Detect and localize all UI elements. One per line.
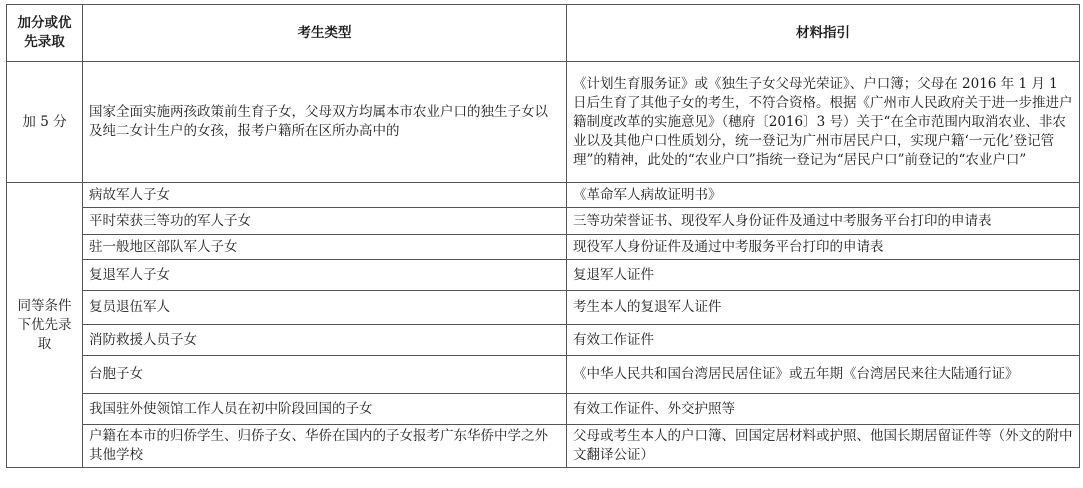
table-row-bonus bbox=[7, 62, 1080, 183]
type-cell: 消防救援人员子女 bbox=[83, 325, 567, 356]
materials-cell: 考生本人的复退军人证件 bbox=[567, 291, 1080, 325]
table-row bbox=[7, 425, 1080, 468]
type-cell: 病故军人子女 bbox=[83, 183, 567, 208]
policy-table bbox=[6, 4, 1080, 468]
type-cell: 平时荣获三等功的军人子女 bbox=[83, 208, 567, 235]
table-row bbox=[7, 291, 1080, 325]
materials-cell: 有效工作证件、外交护照等 bbox=[567, 394, 1080, 425]
header-materials: 材料指引 bbox=[567, 5, 1080, 62]
type-cell: 复员退伍军人 bbox=[83, 291, 567, 325]
materials-cell: 现役军人身份证件及通过中考服务平台打印的申请表 bbox=[567, 235, 1080, 260]
header-category: 加分或优先录取 bbox=[7, 5, 83, 62]
table-row bbox=[7, 208, 1080, 235]
table-header bbox=[7, 5, 1080, 62]
type-cell: 台胞子女 bbox=[83, 356, 567, 394]
materials-cell: 《革命军人病故证明书》 bbox=[567, 183, 1080, 208]
table-body bbox=[7, 62, 1080, 468]
materials-cell: 《中华人民共和国台湾居民居住证》或五年期《台湾居民来往大陆通行证》 bbox=[567, 356, 1080, 394]
category-cell-bonus: 加 5 分 bbox=[7, 62, 83, 183]
category-cell-priority: 同等条件下优先录取 bbox=[7, 183, 83, 468]
table-row bbox=[7, 325, 1080, 356]
type-cell: 驻一般地区部队军人子女 bbox=[83, 235, 567, 260]
table-row bbox=[7, 356, 1080, 394]
header-type: 考生类型 bbox=[83, 5, 567, 62]
table-row bbox=[7, 394, 1080, 425]
materials-cell: 父母或考生本人的户口簿、回国定居材料或护照、他国长期居留证件等（外文的附中文翻译公证） bbox=[567, 425, 1080, 468]
materials-cell: 《计划生育服务证》或《独生子女父母光荣证》、户口簿；父母在 2016 年 1 月 1 日后生育了其他子女的考生，不符合资格。根据《广州市人民政府关于进一步推进户籍制度改革的实施意见》（穗府〔2016〕3 号）关于“在全市范围内取消农业、非农业以及其他户口性质划分，统一登记为广州市居民户口，实现户籍‘一元化’登记管理”的精神，此处的“农业户口”指统一登记为“居民户口”前登记的“农业户口” bbox=[567, 62, 1080, 183]
type-cell: 户籍在本市的归侨学生、归侨子女、华侨在国内的子女报考广东华侨中学之外其他学校 bbox=[83, 425, 567, 468]
materials-cell: 有效工作证件 bbox=[567, 325, 1080, 356]
materials-cell: 复退军人证件 bbox=[567, 260, 1080, 291]
type-cell: 复退军人子女 bbox=[83, 260, 567, 291]
table-row bbox=[7, 235, 1080, 260]
type-cell: 我国驻外使领馆工作人员在初中阶段回国的子女 bbox=[83, 394, 567, 425]
materials-cell: 三等功荣誉证书、现役军人身份证件及通过中考服务平台打印的申请表 bbox=[567, 208, 1080, 235]
table-row bbox=[7, 260, 1080, 291]
table-row bbox=[7, 183, 1080, 208]
header-row bbox=[7, 5, 1080, 62]
type-cell: 国家全面实施两孩政策前生育子女，父母双方均属本市农业户口的独生子女以及纯二女计生户的女孩，报考户籍所在区所办高中的 bbox=[83, 62, 567, 183]
